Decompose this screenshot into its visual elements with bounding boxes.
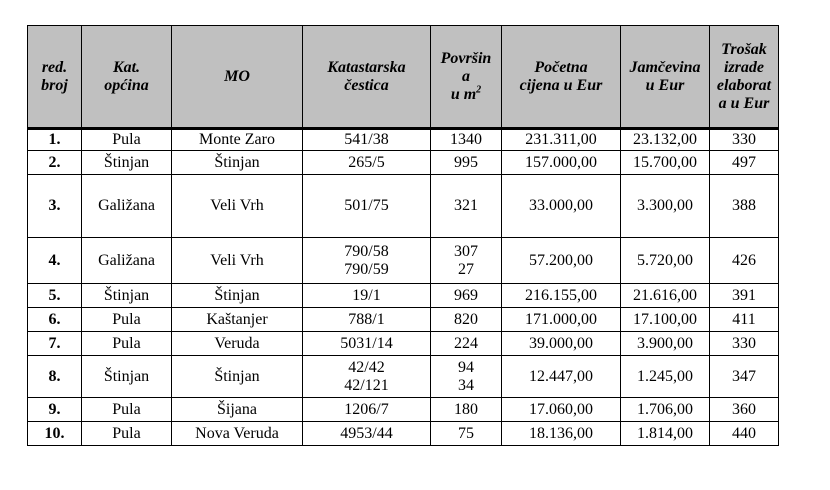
row-number: 3. [28,175,82,238]
header-jamcevina: Jamčevina u Eur [621,26,710,129]
kat-opcina-cell: Pula [82,308,172,332]
trosak-cell: 360 [710,398,779,422]
trosak-cell: 411 [710,308,779,332]
cestica-cell: 541/38 [303,129,431,151]
povrsina-cell: 180 [431,398,502,422]
header-trosak: Trošak izrade elaborat a u Eur [710,26,779,129]
trosak-cell: 497 [710,151,779,175]
pocetna-cijena-cell: 216.155,00 [502,284,621,308]
jamcevina-cell: 21.616,00 [621,284,710,308]
table-row [28,129,779,151]
kat-opcina-cell: Pula [82,332,172,356]
trosak-cell: 391 [710,284,779,308]
trosak-cell: 347 [710,356,779,398]
table-row [28,151,779,175]
jamcevina-cell: 3.900,00 [621,332,710,356]
trosak-cell: 330 [710,129,779,151]
header-mo: MO [172,26,303,129]
pocetna-cijena-cell: 17.060,00 [502,398,621,422]
mo-cell: Kaštanjer [172,308,303,332]
table-row [28,308,779,332]
kat-opcina-cell: Pula [82,129,172,151]
kat-opcina-cell: Štinjan [82,151,172,175]
row-number: 7. [28,332,82,356]
row-number: 10. [28,422,82,446]
pocetna-cijena-cell: 231.311,00 [502,129,621,151]
row-number: 1. [28,129,82,151]
table-row [28,238,779,284]
cestica-cell: 1206/7 [303,398,431,422]
povrsina-cell: 321 [431,175,502,238]
table-header-row [28,26,779,129]
jamcevina-cell: 15.700,00 [621,151,710,175]
mo-cell: Veli Vrh [172,175,303,238]
povrsina-cell: 307 27 [431,238,502,284]
row-number: 4. [28,238,82,284]
table-row [28,398,779,422]
kat-opcina-cell: Pula [82,398,172,422]
header-pocetna-cijena: Početna cijena u Eur [502,26,621,129]
cestica-cell: 790/58 790/59 [303,238,431,284]
mo-cell: Veruda [172,332,303,356]
header-kat-opcina: Kat. općina [82,26,172,129]
cestica-cell: 501/75 [303,175,431,238]
cestica-cell: 42/42 42/121 [303,356,431,398]
table-row [28,422,779,446]
land-parcels-table [27,25,779,446]
povrsina-cell: 94 34 [431,356,502,398]
table-row [28,284,779,308]
kat-opcina-cell: Štinjan [82,356,172,398]
trosak-cell: 330 [710,332,779,356]
mo-cell: Štinjan [172,284,303,308]
pocetna-cijena-cell: 33.000,00 [502,175,621,238]
row-number: 5. [28,284,82,308]
row-number: 2. [28,151,82,175]
mo-cell: Monte Zaro [172,129,303,151]
cestica-cell: 265/5 [303,151,431,175]
povrsina-cell: 75 [431,422,502,446]
row-number: 6. [28,308,82,332]
cestica-cell: 788/1 [303,308,431,332]
table-row [28,175,779,238]
cestica-cell: 19/1 [303,284,431,308]
header-red-broj: red. broj [28,26,82,129]
kat-opcina-cell: Pula [82,422,172,446]
mo-cell: Štinjan [172,356,303,398]
pocetna-cijena-cell: 157.000,00 [502,151,621,175]
table-row [28,332,779,356]
kat-opcina-cell: Galižana [82,238,172,284]
jamcevina-cell: 23.132,00 [621,129,710,151]
povrsina-cell: 224 [431,332,502,356]
pocetna-cijena-cell: 171.000,00 [502,308,621,332]
jamcevina-cell: 17.100,00 [621,308,710,332]
mo-cell: Šijana [172,398,303,422]
kat-opcina-cell: Galižana [82,175,172,238]
povrsina-cell: 820 [431,308,502,332]
cestica-cell: 4953/44 [303,422,431,446]
mo-cell: Nova Veruda [172,422,303,446]
jamcevina-cell: 5.720,00 [621,238,710,284]
jamcevina-cell: 1.814,00 [621,422,710,446]
jamcevina-cell: 1.706,00 [621,398,710,422]
trosak-cell: 388 [710,175,779,238]
table-row [28,356,779,398]
pocetna-cijena-cell: 39.000,00 [502,332,621,356]
jamcevina-cell: 3.300,00 [621,175,710,238]
trosak-cell: 426 [710,238,779,284]
header-povrsina: Površin a u $m^2$ [431,26,502,129]
povrsina-cell: 969 [431,284,502,308]
header-katastarska-cestica: Katastarska čestica [303,26,431,129]
mo-cell: Štinjan [172,151,303,175]
pocetna-cijena-cell: 12.447,00 [502,356,621,398]
row-number: 8. [28,356,82,398]
trosak-cell: 440 [710,422,779,446]
pocetna-cijena-cell: 57.200,00 [502,238,621,284]
jamcevina-cell: 1.245,00 [621,356,710,398]
mo-cell: Veli Vrh [172,238,303,284]
kat-opcina-cell: Štinjan [82,284,172,308]
povrsina-cell: 995 [431,151,502,175]
row-number: 9. [28,398,82,422]
povrsina-cell: 1340 [431,129,502,151]
cestica-cell: 5031/14 [303,332,431,356]
pocetna-cijena-cell: 18.136,00 [502,422,621,446]
